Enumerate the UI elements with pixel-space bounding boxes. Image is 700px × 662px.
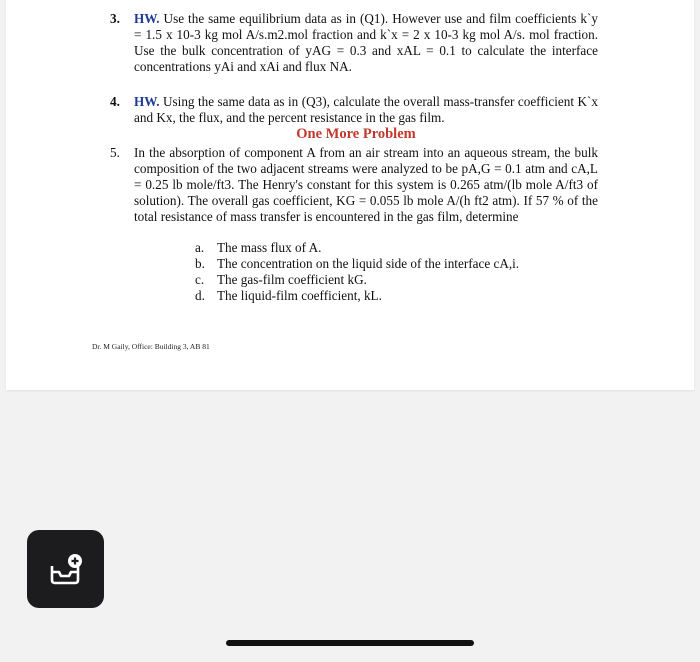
list-item-text: The gas-film coefficient kG. — [217, 272, 367, 287]
question-3-text-2: k`y = 1.5 x 10-3 kg mol A/s.m2.mol fraction and k`x = 2 x 10-3 kg mol A/s. mol fraction. Use the bulk concentration of yAG = 0.3 and xAL = 0.1 to calculate the interface concentrations yAi and xAi and flux NA. — [134, 11, 599, 74]
list-item — [195, 272, 519, 288]
question-3-hw-label: HW. — [134, 11, 160, 26]
list-item-letter: b. — [195, 256, 205, 271]
question-5-number: 5. — [110, 145, 120, 160]
question-4-text: Using the same data as in (Q3), calculate the overall mass-transfer coefficient K`x and Kx, the flux, and the percent resistance in the gas film. — [134, 94, 598, 125]
list-item — [195, 256, 519, 272]
question-3 — [110, 11, 598, 75]
list-item-letter: d. — [195, 288, 205, 303]
question-5-text: In the absorption of component A from an air stream into an aqueous stream, the bulk composition of the two adjacent streams were analyzed to be pA,G = 0.1 atm and cA,L = 0.25 lb mole/ft3. The Henry's constant for this system is 0.265 atm/(lb mole A/ft3 of solution). The overall gas coefficient, KG = 0.055 lb mole A/(h ft2 atm). If 57 % of the total resistance of mass transfer is encountered in the gas film, determine — [134, 145, 598, 224]
question-4-number: 4. — [110, 94, 120, 109]
list-item-text: The liquid-film coefficient, kL. — [217, 288, 382, 303]
question-5-subitems — [195, 240, 519, 304]
add-to-tray-button[interactable] — [27, 530, 104, 608]
question-4-body — [134, 94, 598, 126]
list-item-letter: c. — [195, 272, 205, 287]
list-item-text: The concentration on the liquid side of the interface cA,i. — [217, 256, 520, 271]
question-4-hw-label: HW. — [134, 94, 160, 109]
page-footer: Dr. M Gaily, Office: Building 3, AB 81 — [92, 342, 210, 351]
home-indicator[interactable] — [226, 640, 474, 646]
question-3-number: 3. — [110, 11, 120, 26]
question-3-body — [134, 11, 598, 75]
document-page — [6, 0, 694, 390]
question-5 — [110, 145, 598, 225]
section-heading-one-more-problem: One More Problem — [296, 126, 416, 142]
list-item-text: The mass flux of A. — [217, 240, 322, 255]
list-item — [195, 288, 519, 304]
question-4 — [110, 94, 598, 126]
list-item — [195, 240, 519, 256]
question-3-text-1: Use the same equilibrium data as in (Q1). However use and film coefficients — [163, 11, 581, 26]
tray-add-icon — [48, 552, 84, 586]
list-item-letter: a. — [195, 240, 205, 255]
